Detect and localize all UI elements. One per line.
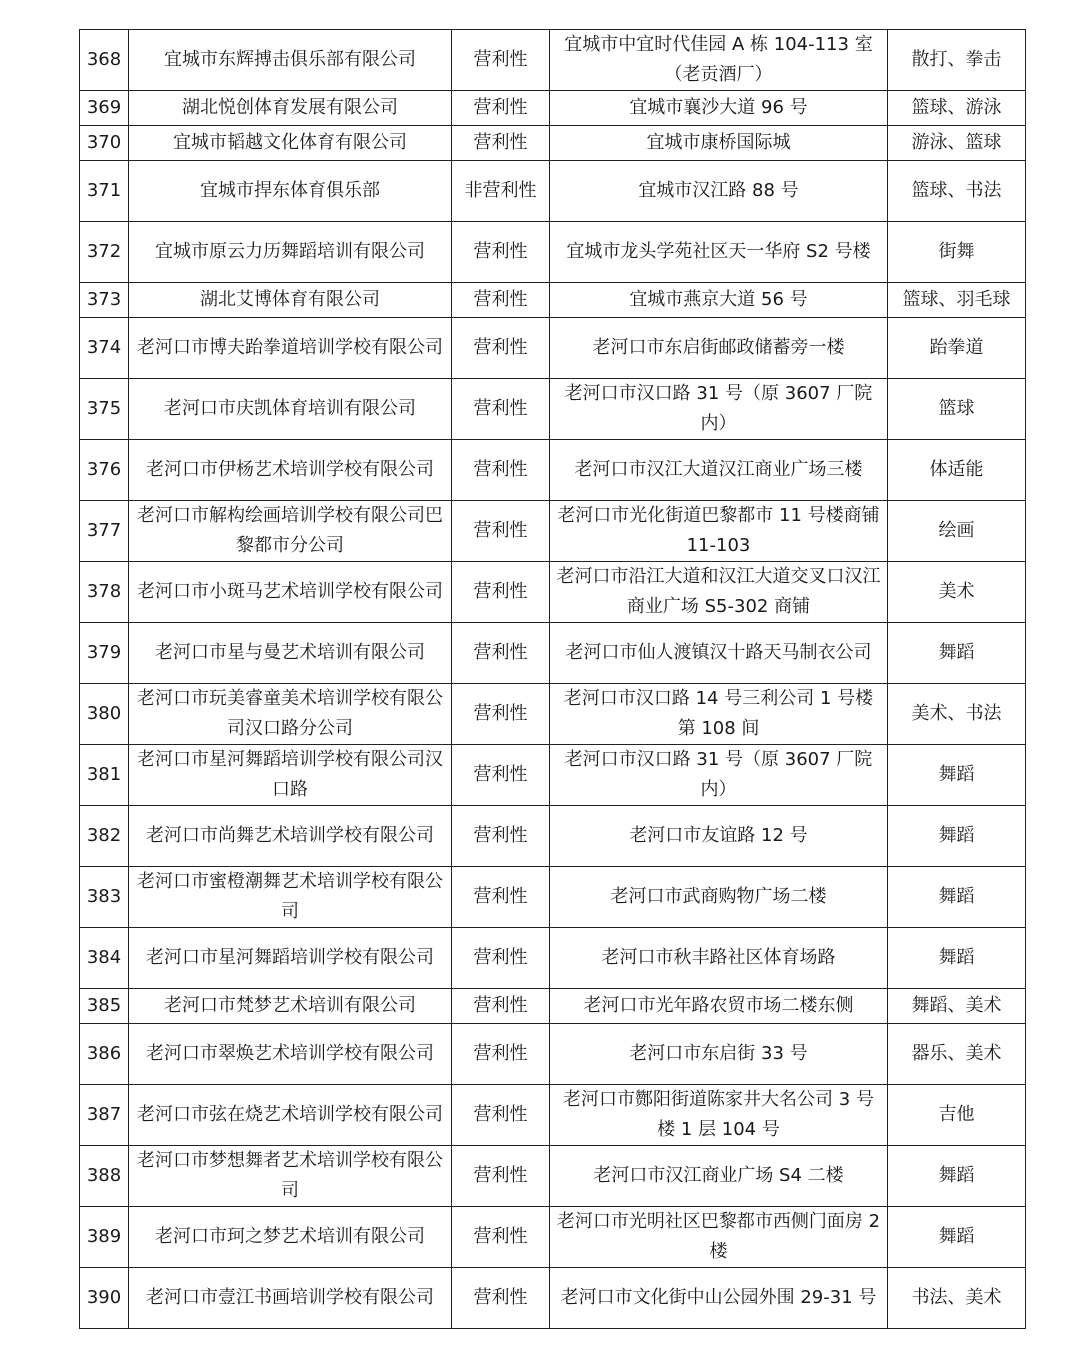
organization-name-cell: 老河口市星与曼艺术培训有限公司 — [129, 623, 452, 684]
serial-number-cell: 390 — [80, 1268, 129, 1329]
table-row — [80, 440, 1026, 501]
serial-number-cell: 370 — [80, 126, 129, 161]
program-cell: 篮球、羽毛球 — [888, 283, 1026, 318]
organization-name-cell: 老河口市玩美睿童美术培训学校有限公司汉口路分公司 — [129, 684, 452, 745]
organization-name-cell: 宜城市韬越文化体育有限公司 — [129, 126, 452, 161]
address-cell: 老河口市秋丰路社区体育场路 — [550, 928, 888, 989]
serial-number-cell: 389 — [80, 1207, 129, 1268]
program-cell: 舞蹈 — [888, 928, 1026, 989]
nature-cell: 非营利性 — [452, 161, 550, 222]
program-cell: 舞蹈 — [888, 1207, 1026, 1268]
nature-cell: 营利性 — [452, 222, 550, 283]
table-row — [80, 501, 1026, 562]
address-cell: 老河口市东启街邮政储蓄旁一楼 — [550, 318, 888, 379]
serial-number-cell: 377 — [80, 501, 129, 562]
nature-cell: 营利性 — [452, 1085, 550, 1146]
organization-name-cell: 湖北艾博体育有限公司 — [129, 283, 452, 318]
nature-cell: 营利性 — [452, 623, 550, 684]
address-cell: 老河口市汉江大道汉江商业广场三楼 — [550, 440, 888, 501]
address-cell: 宜城市中宜时代佳园 A 栋 104-113 室（老贡酒厂） — [550, 30, 888, 91]
nature-cell: 营利性 — [452, 1207, 550, 1268]
program-cell: 跆拳道 — [888, 318, 1026, 379]
nature-cell: 营利性 — [452, 283, 550, 318]
table-row — [80, 684, 1026, 745]
table-row — [80, 745, 1026, 806]
organization-name-cell: 老河口市翠焕艺术培训学校有限公司 — [129, 1024, 452, 1085]
table-row — [80, 806, 1026, 867]
nature-cell: 营利性 — [452, 928, 550, 989]
address-cell: 老河口市酂阳街道陈家井大名公司 3 号楼 1 层 104 号 — [550, 1085, 888, 1146]
nature-cell: 营利性 — [452, 989, 550, 1024]
nature-cell: 营利性 — [452, 562, 550, 623]
address-cell: 老河口市汉江商业广场 S4 二楼 — [550, 1146, 888, 1207]
table-row — [80, 1024, 1026, 1085]
nature-cell: 营利性 — [452, 440, 550, 501]
program-cell: 书法、美术 — [888, 1268, 1026, 1329]
program-cell: 舞蹈 — [888, 623, 1026, 684]
address-cell: 宜城市襄沙大道 96 号 — [550, 91, 888, 126]
organization-name-cell: 老河口市庆凯体育培训有限公司 — [129, 379, 452, 440]
table-row — [80, 1207, 1026, 1268]
address-cell: 老河口市文化街中山公园外围 29-31 号 — [550, 1268, 888, 1329]
address-cell: 老河口市仙人渡镇汉十路天马制衣公司 — [550, 623, 888, 684]
program-cell: 绘画 — [888, 501, 1026, 562]
serial-number-cell: 369 — [80, 91, 129, 126]
serial-number-cell: 372 — [80, 222, 129, 283]
serial-number-cell: 368 — [80, 30, 129, 91]
address-cell: 老河口市沿江大道和汉江大道交叉口汉江商业广场 S5-302 商铺 — [550, 562, 888, 623]
organization-name-cell: 老河口市伊杨艺术培训学校有限公司 — [129, 440, 452, 501]
table-row — [80, 126, 1026, 161]
serial-number-cell: 376 — [80, 440, 129, 501]
address-cell: 老河口市光年路农贸市场二楼东侧 — [550, 989, 888, 1024]
organization-name-cell: 老河口市珂之梦艺术培训有限公司 — [129, 1207, 452, 1268]
organization-name-cell: 老河口市梦想舞者艺术培训学校有限公司 — [129, 1146, 452, 1207]
address-cell: 宜城市燕京大道 56 号 — [550, 283, 888, 318]
organization-name-cell: 老河口市博夫跆拳道培训学校有限公司 — [129, 318, 452, 379]
serial-number-cell: 382 — [80, 806, 129, 867]
program-cell: 街舞 — [888, 222, 1026, 283]
program-cell: 舞蹈 — [888, 745, 1026, 806]
organization-name-cell: 宜城市原云力历舞蹈培训有限公司 — [129, 222, 452, 283]
nature-cell: 营利性 — [452, 806, 550, 867]
address-cell: 宜城市龙头学苑社区天一华府 S2 号楼 — [550, 222, 888, 283]
serial-number-cell: 388 — [80, 1146, 129, 1207]
table-row — [80, 867, 1026, 928]
serial-number-cell: 387 — [80, 1085, 129, 1146]
nature-cell: 营利性 — [452, 379, 550, 440]
program-cell: 舞蹈 — [888, 867, 1026, 928]
organization-name-cell: 老河口市梵梦艺术培训有限公司 — [129, 989, 452, 1024]
organization-name-cell: 老河口市小斑马艺术培训学校有限公司 — [129, 562, 452, 623]
serial-number-cell: 383 — [80, 867, 129, 928]
serial-number-cell: 374 — [80, 318, 129, 379]
address-cell: 老河口市光化街道巴黎都市 11 号楼商铺 11-103 — [550, 501, 888, 562]
program-cell: 篮球、书法 — [888, 161, 1026, 222]
nature-cell: 营利性 — [452, 318, 550, 379]
table-row — [80, 318, 1026, 379]
nature-cell: 营利性 — [452, 745, 550, 806]
address-cell: 老河口市汉口路 31 号（原 3607 厂院内） — [550, 379, 888, 440]
program-cell: 游泳、篮球 — [888, 126, 1026, 161]
address-cell: 老河口市汉口路 14 号三利公司 1 号楼第 108 间 — [550, 684, 888, 745]
organization-name-cell: 老河口市解构绘画培训学校有限公司巴黎都市分公司 — [129, 501, 452, 562]
serial-number-cell: 378 — [80, 562, 129, 623]
serial-number-cell: 385 — [80, 989, 129, 1024]
serial-number-cell: 373 — [80, 283, 129, 318]
table-row — [80, 562, 1026, 623]
address-cell: 老河口市友谊路 12 号 — [550, 806, 888, 867]
organization-name-cell: 老河口市壹江书画培训学校有限公司 — [129, 1268, 452, 1329]
table-row — [80, 989, 1026, 1024]
institution-table — [79, 29, 1026, 1329]
table-row — [80, 283, 1026, 318]
table-row — [80, 623, 1026, 684]
program-cell: 美术、书法 — [888, 684, 1026, 745]
table-row — [80, 30, 1026, 91]
address-cell: 宜城市汉江路 88 号 — [550, 161, 888, 222]
serial-number-cell: 379 — [80, 623, 129, 684]
serial-number-cell: 384 — [80, 928, 129, 989]
address-cell: 老河口市武商购物广场二楼 — [550, 867, 888, 928]
table-row — [80, 91, 1026, 126]
address-cell: 老河口市光明社区巴黎都市西侧门面房 2 楼 — [550, 1207, 888, 1268]
program-cell: 美术 — [888, 562, 1026, 623]
organization-name-cell: 宜城市捍东体育俱乐部 — [129, 161, 452, 222]
program-cell: 篮球、游泳 — [888, 91, 1026, 126]
address-cell: 宜城市康桥国际城 — [550, 126, 888, 161]
nature-cell: 营利性 — [452, 684, 550, 745]
nature-cell: 营利性 — [452, 1268, 550, 1329]
table-row — [80, 1085, 1026, 1146]
program-cell: 篮球 — [888, 379, 1026, 440]
organization-name-cell: 老河口市弦在烧艺术培训学校有限公司 — [129, 1085, 452, 1146]
nature-cell: 营利性 — [452, 867, 550, 928]
program-cell: 器乐、美术 — [888, 1024, 1026, 1085]
serial-number-cell: 381 — [80, 745, 129, 806]
nature-cell: 营利性 — [452, 1024, 550, 1085]
table-row — [80, 928, 1026, 989]
program-cell: 舞蹈、美术 — [888, 989, 1026, 1024]
nature-cell: 营利性 — [452, 126, 550, 161]
address-cell: 老河口市东启街 33 号 — [550, 1024, 888, 1085]
nature-cell: 营利性 — [452, 1146, 550, 1207]
table-body — [80, 30, 1026, 1329]
program-cell: 舞蹈 — [888, 806, 1026, 867]
table-row — [80, 1146, 1026, 1207]
organization-name-cell: 老河口市星河舞蹈培训学校有限公司 — [129, 928, 452, 989]
serial-number-cell: 371 — [80, 161, 129, 222]
nature-cell: 营利性 — [452, 30, 550, 91]
address-cell: 老河口市汉口路 31 号（原 3607 厂院内） — [550, 745, 888, 806]
organization-name-cell: 老河口市尚舞艺术培训学校有限公司 — [129, 806, 452, 867]
organization-name-cell: 宜城市东辉搏击俱乐部有限公司 — [129, 30, 452, 91]
organization-name-cell: 老河口市星河舞蹈培训学校有限公司汉口路 — [129, 745, 452, 806]
organization-name-cell: 老河口市蜜橙潮舞艺术培训学校有限公司 — [129, 867, 452, 928]
serial-number-cell: 380 — [80, 684, 129, 745]
program-cell: 散打、拳击 — [888, 30, 1026, 91]
table-row — [80, 161, 1026, 222]
table-row — [80, 222, 1026, 283]
program-cell: 舞蹈 — [888, 1146, 1026, 1207]
organization-name-cell: 湖北悦创体育发展有限公司 — [129, 91, 452, 126]
program-cell: 吉他 — [888, 1085, 1026, 1146]
program-cell: 体适能 — [888, 440, 1026, 501]
nature-cell: 营利性 — [452, 501, 550, 562]
serial-number-cell: 386 — [80, 1024, 129, 1085]
table-row — [80, 1268, 1026, 1329]
nature-cell: 营利性 — [452, 91, 550, 126]
table-row — [80, 379, 1026, 440]
serial-number-cell: 375 — [80, 379, 129, 440]
